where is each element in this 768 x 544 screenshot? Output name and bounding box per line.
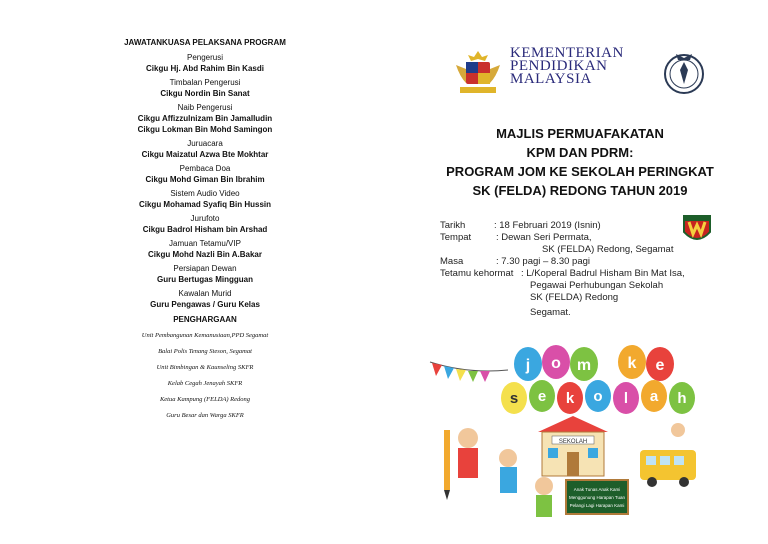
member-name: Guru Pengawas / Guru Kelas	[150, 300, 260, 309]
acknowledgement-item: Ketua Kampung (FELDA) Redong	[159, 396, 251, 403]
tarikh-label: Tarikh	[440, 220, 466, 231]
tetamu-value: : L/Koperal Badrul Hisham Bin Mat Isa,	[521, 268, 685, 279]
acknowledgement-item: Unit Pembangunan Kemanusiaan,PPD Segamat	[141, 332, 269, 339]
letter-e: e	[537, 388, 547, 405]
title-line: SK (FELDA) REDONG TAHUN 2019	[472, 183, 688, 198]
letter-egg-row1	[514, 345, 674, 381]
role-label: Jurufoto	[190, 214, 220, 223]
tetamu-value: SK (FELDA) Redong	[530, 292, 619, 303]
tetamu-value: Segamat.	[530, 307, 571, 318]
masa-value: : 7.30 pagi – 8.30 pagi	[496, 256, 591, 267]
jom-ke-sekolah-illustration	[428, 340, 700, 520]
member-name: Cikgu Maizatul Azwa Bte Mokhtar	[141, 150, 269, 159]
letter-a: a	[649, 388, 659, 405]
board-line: Pelangi Lagi Harapan Kami	[569, 503, 625, 508]
letter-m: m	[576, 357, 592, 374]
tarikh-value: : 18 Februari 2019 (Isnin)	[494, 220, 601, 231]
school-sign: SEKOLAH	[558, 439, 588, 445]
role-label: Pengerusi	[186, 53, 224, 62]
member-name: Cikgu Mohamad Syafiq Bin Hussin	[138, 200, 271, 209]
ministry-line: PENDIDIKAN	[510, 58, 608, 74]
ministry-wordmark	[510, 47, 624, 86]
letter-o: o	[551, 355, 561, 372]
masa-label: Masa	[440, 256, 464, 267]
school-bus	[640, 450, 696, 487]
malaysia-crest-icon	[452, 47, 504, 97]
event-title	[420, 124, 740, 200]
member-name: Cikgu Mohd Giman Bin Ibrahim	[145, 175, 265, 184]
acknowledgement-heading: PENGHARGAAN	[173, 315, 237, 324]
letter-l: l	[623, 390, 629, 407]
role-label: Sistem Audio Video	[170, 189, 240, 198]
role-label: Pembaca Doa	[179, 164, 231, 173]
acknowledgement-item: Balai Polis Tenang Steson, Segamat	[158, 348, 252, 355]
member-name: Cikgu Lokman Bin Mohd Samingon	[137, 125, 273, 134]
ministry-line: KEMENTERIAN	[510, 45, 624, 61]
ministry-line: MALAYSIA	[510, 71, 592, 87]
acknowledgement-item: Unit Bimbingan & Kaunseling SKFR	[156, 364, 254, 371]
role-label: Naib Pengerusi	[177, 103, 233, 112]
role-label: Timbalan Pengerusi	[169, 78, 241, 87]
title-line: PROGRAM JOM KE SEKOLAH PERINGKAT	[446, 164, 714, 179]
school-building	[538, 416, 608, 476]
tempat-value: : Dewan Seri Permata,	[496, 232, 592, 243]
tetamu-label: Tetamu kehormat	[440, 268, 514, 279]
title-line: KPM DAN PDRM:	[526, 145, 634, 160]
letter-s: s	[509, 390, 519, 407]
member-name: Cikgu Mohd Nazli Bin A.Bakar	[148, 250, 262, 259]
message-board	[566, 480, 628, 514]
acknowledgement-item: Guru Besar dan Warga SKFR	[166, 412, 244, 419]
letter-h: h	[677, 390, 687, 407]
role-label: Kawalan Murid	[178, 289, 232, 298]
member-name: Cikgu Hj. Abd Rahim Bin Kasdi	[146, 64, 264, 73]
police-emblem-icon	[662, 50, 706, 96]
tempat-label: Tempat	[440, 232, 472, 243]
member-name: Cikgu Badrol Hisham bin Arshad	[142, 225, 268, 234]
thumbs-up-icon	[671, 423, 685, 437]
letter-o: o	[593, 388, 603, 405]
children-group	[444, 428, 553, 517]
letter-k: k	[565, 390, 575, 407]
letter-e: e	[655, 357, 665, 374]
committee-heading: JAWATANKUASA PELAKSANA PROGRAM	[124, 38, 286, 47]
letter-k: k	[627, 355, 637, 372]
acknowledgement-item: Kelab Cegah Jenayah SKFR	[167, 380, 243, 387]
member-name: Cikgu Nordin Bin Sanat	[160, 89, 250, 98]
member-name: Guru Bertugas Mingguan	[157, 275, 253, 284]
letter-egg-row2	[501, 380, 695, 414]
school-badge-icon	[680, 212, 714, 246]
tetamu-value: Pegawai Perhubungan Sekolah	[530, 280, 664, 291]
letter-j: j	[525, 357, 531, 374]
board-line: Anak Tunas Anak Kami	[573, 487, 621, 492]
committee-panel	[110, 38, 300, 424]
role-label: Juruacara	[187, 139, 223, 148]
title-line: MAJLIS PERMUAFAKATAN	[496, 126, 664, 141]
board-line: Menggunung Harapan Tuan	[568, 495, 626, 500]
tempat-value: SK (FELDA) Redong, Segamat	[542, 244, 674, 255]
member-name: Cikgu Affizzulnizam Bin Jamalludin	[137, 114, 273, 123]
role-label: Jamuan Tetamu/VIP	[169, 239, 241, 248]
role-label: Persiapan Dewan	[173, 264, 237, 273]
